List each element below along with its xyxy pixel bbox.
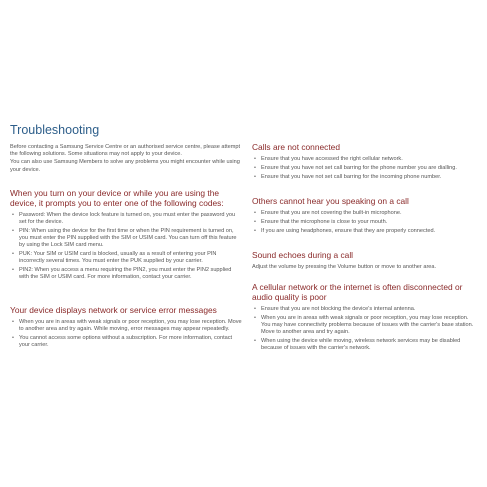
list-item: • PIN2: When you access a menu requiring the PIN2, you must enter the PIN2 supplied with the SIM or USIM card. For more information, contact your carrier. [10,267,242,281]
section-heading: When you turn on your device or while you are using the device, it prompts you to enter one of the following codes: [10,188,224,208]
section-heading: Sound echoes during a call [252,250,354,260]
section-list [252,306,478,352]
section-others-cannot-hear [252,196,478,236]
section-list [10,319,242,349]
list-item: • If you are using headphones, ensure that they are properly connected. [252,228,478,235]
intro-paragraph-2: You can also use Samsung Members to solve any problems you might encounter while using your device. [10,159,240,173]
section-list [252,156,478,181]
list-item: • PUK: Your SIM or USIM card is blocked, usually as a result of entering your PIN incorrectly several times. You must enter the PUK supplied by your carrier. [10,251,242,265]
section-network-errors [10,305,242,351]
section-heading: Calls are not connected [252,142,340,152]
section-heading: A cellular network or the internet is often disconnected or audio quality is poor [252,282,463,302]
list-item: • When you are in areas with weak signals or poor reception, you may lose reception. Move to another area and try again. While moving, error messages may appear repeatedly. [10,319,242,333]
intro-paragraph-1: Before contacting a Samsung Service Centre or an authorised service centre, please attempt the following solutions. Some situations may not apply to your device. [10,144,241,158]
list-item: • Ensure that the microphone is close to your mouth. [252,219,478,226]
section-heading: Others cannot hear you speaking on a call [252,196,409,206]
section-sound-echoes [252,250,478,271]
section-heading: Your device displays network or service error messages [10,305,217,315]
intro [10,144,242,174]
list-item: • Password: When the device lock feature is turned on, you must enter the password you set for the device. [10,212,242,226]
section-list [10,212,242,282]
list-item: • Ensure that you are not blocking the device's internal antenna. [252,306,478,313]
list-item: • Ensure that you have not set call barring for the phone number you are dialling. [252,165,478,172]
list-item: • You cannot access some options without a subscription. For more information, contact your carrier. [10,335,242,349]
section-codes [10,188,242,283]
list-item: • Ensure that you have not set call barring for the incoming phone number. [252,174,478,181]
list-item: • When you are in areas with weak signals or poor reception, you may lose reception. You may have connectivity problems because of issues with the carrier's base station. Move to another area and try again. [252,315,478,337]
section-list [252,210,478,235]
page-title: Troubleshooting [10,123,100,137]
section-network-disconnected [252,282,478,354]
section-calls-not-connected [252,142,478,182]
list-item: • Ensure that you are not covering the built-in microphone. [252,210,478,217]
list-item: • PIN: When using the device for the first time or when the PIN requirement is turned on, you must enter the PIN supplied with the SIM or USIM card. You can turn off this feature by using the Lock SIM card menu. [10,228,242,250]
list-item: • Ensure that you have accessed the right cellular network. [252,156,478,163]
list-item: • When using the device while moving, wireless network services may be disabled because of issues with the carrier's network. [252,338,478,352]
section-paragraph: Adjust the volume by pressing the Volume button or move to another area. [252,264,437,270]
